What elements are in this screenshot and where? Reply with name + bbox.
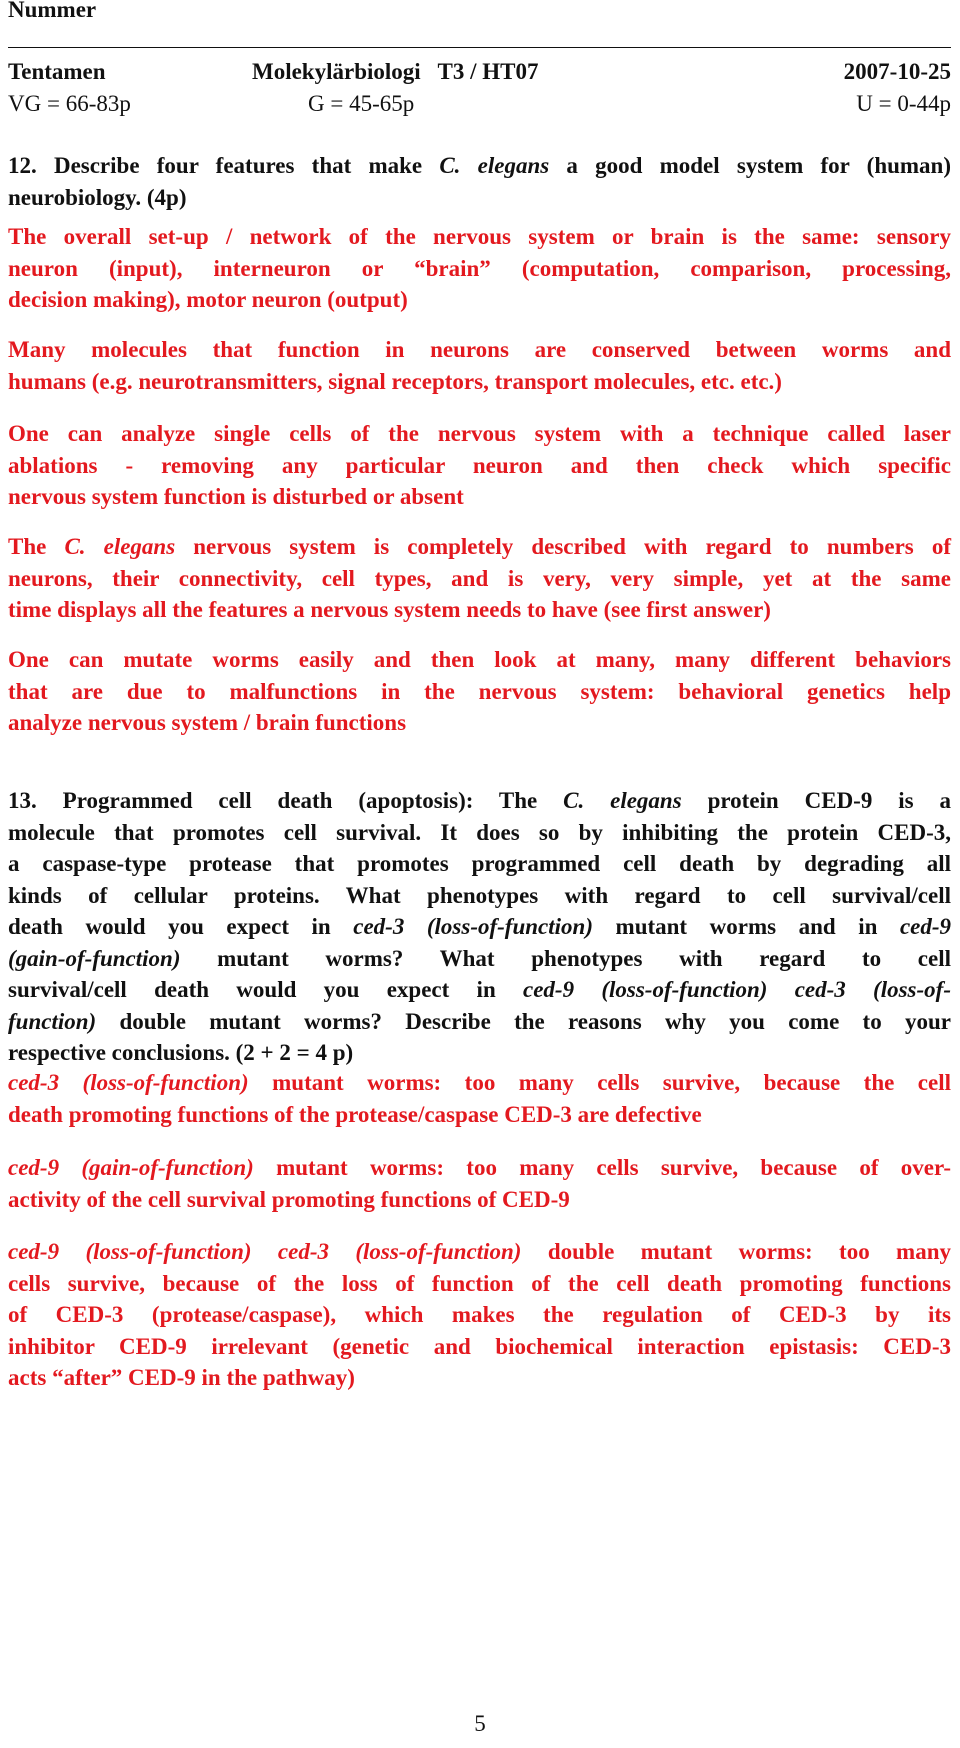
course-title: Molekylärbiologi T3 / HT07 [252, 59, 539, 84]
question-12 [8, 150, 951, 213]
answer-13-ced9-gof: ced-9 (gain-of-function) mutant worms: too many cells survive, because of over- activity of the cell survival promoting functions of CED-9 [8, 1155, 951, 1212]
page-number: 5 [474, 1711, 486, 1736]
exam-date: 2007-10-25 [843, 59, 951, 84]
nummer-label: Nummer [8, 0, 97, 22]
exam-label: Tentamen [8, 59, 106, 84]
grade-g: G = 45-65p [308, 91, 415, 116]
question-12-line-1: 12. Describe four features that make C. elegans a good model system for (human) [8, 153, 952, 178]
header-rule [8, 47, 951, 48]
answer-13-ced3-lof: ced-3 (loss-of-function) mutant worms: too many cells survive, because the cell death promoting functions of the protease/caspase CED-3 are defective [8, 1070, 951, 1127]
exam-header-row [8, 57, 951, 87]
grade-u: U = 0-44p [856, 91, 951, 116]
question-12-line-2: neurobiology. (4p) [8, 184, 187, 210]
answer-12-feature-5: One can mutate worms easily and then look at many, many different behaviors that are due to malfunctions in the nervous system: behavioral genetics help analyze nervous system / brain functions [8, 647, 951, 735]
grade-scale-row [8, 89, 951, 119]
answer-12-feature-4: The C. elegans nervous system is completely described with regard to numbers of neurons, their connectivity, cell types, and is very, very simple, yet at the same time displays all the features a nervous system needs to have (see first answer) [8, 534, 952, 622]
question-13: 13. Programmed cell death (apoptosis): The C. elegans protein CED-9 is a molecule that promotes cell survival. It does so by inhibiting the protein CED-3, a caspase-type protease that promotes programmed cell death by degrading all kinds of cellular proteins. What phenotypes with regard to cell survival/cell death would you expect in ced-3 (loss-of-function) mutant worms and in ced-9 (gain-of-function) mutant worms? What phenotypes with regard to cell survival/cell death would you expect in ced-9 (loss-of-function) ced-3 (loss-of- function) double mutant worms? Describe the reasons why you come to your respective conclusions. (2 + 2 = 4 p) [8, 788, 952, 1065]
answer-13-double-mutant: ced-9 (loss-of-function) ced-3 (loss-of-function) double mutant worms: too many cells survive, because of the loss of function of the cell death promoting functions of CED-3 (protease/caspase), which makes the regulation of CED-3 by its inhibitor CED-9 irrelevant (genetic and biochemical interaction epistasis: CED-3 acts “after” CED-9 in the pathway) [8, 1239, 952, 1390]
answer-12-feature-1: The overall set-up / network of the nervous system or brain is the same: sensory neuron (input), interneuron or “brain” (computation, comparison, processing, decision making), motor neuron (output) [8, 224, 951, 312]
grade-vg: VG = 66-83p [8, 91, 131, 116]
answer-12-feature-2: Many molecules that function in neurons are conserved between worms and humans (e.g. neurotransmitters, signal receptors, transport molecules, etc. etc.) [8, 337, 951, 394]
answer-12-feature-3: One can analyze single cells of the nervous system with a technique called laser ablations - removing any particular neuron and then check which specific nervous system function is disturbed or absent [8, 421, 951, 509]
